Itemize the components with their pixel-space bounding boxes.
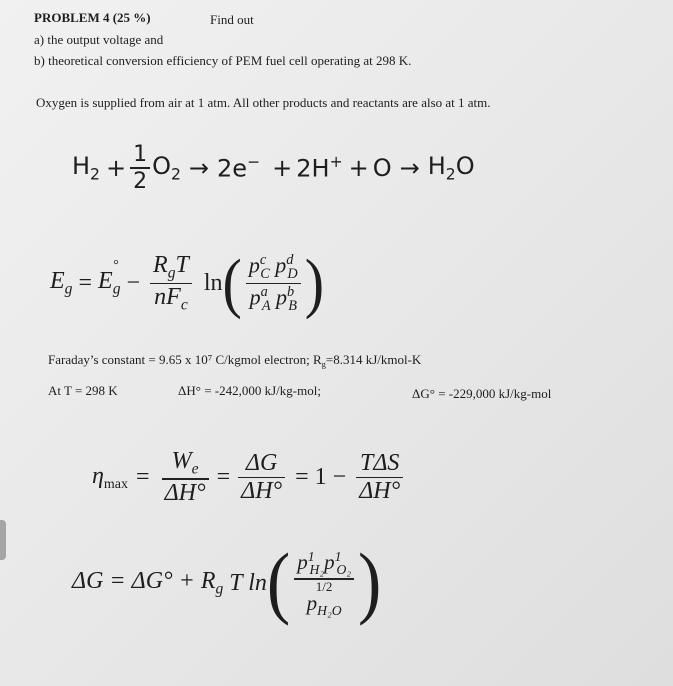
arrow-2: → — [399, 153, 420, 182]
tds-over-dh-fraction: $\frac{\text{TΔS}}{\Delta H^\circ}$ — [356, 450, 403, 506]
efficiency-equation — [92, 448, 407, 507]
rt-over-nf-fraction: $\frac{R_gT}{nF_c}$ — [150, 252, 192, 315]
minus-sign: − — [126, 269, 141, 296]
ln-operator: ln — [203, 269, 223, 296]
item-a: a) the output voltage and — [34, 32, 164, 47]
gibbs-value: ΔG° = -229,000 kJ/kg-mol — [412, 386, 552, 401]
right-paren: ) — [358, 538, 382, 627]
t-ln: T ln — [229, 569, 267, 596]
o2-term: $O_2$ — [152, 152, 181, 184]
water-term: $H_2O$ — [427, 152, 475, 184]
equals-sign: = — [136, 464, 150, 491]
eg-symbol: $E_g$ — [50, 268, 73, 298]
problem-title: PROBLEM 4 (25 %) — [34, 10, 151, 25]
plus-sign: + — [105, 153, 127, 182]
find-out-label: Find out — [210, 12, 254, 27]
one-minus: = 1 − — [295, 464, 347, 491]
plus-sign: + — [272, 153, 293, 182]
we-over-dh-fraction: $\frac{W_e}{\Delta H^\circ}$ — [162, 448, 209, 507]
gibbs-equation — [72, 538, 382, 627]
nernst-equation — [50, 245, 325, 321]
equals-sign: = — [78, 269, 93, 296]
e0-symbol: E ° $_g$ — [98, 258, 121, 298]
reaction-equation — [72, 142, 475, 194]
item-b: b) theoretical conversion efficiency of PEM fuel cell operating at 298 K. — [34, 53, 412, 68]
protons-term: 2H+ — [296, 153, 343, 183]
arrow-1: → — [188, 153, 209, 182]
left-paren: ( — [266, 538, 291, 627]
partial-pressure-fraction: $p^1_{H_2}p^1_{O_2}$ 1/2 $p_{H_2O}$ — [294, 549, 354, 617]
oxygen-note: Oxygen is supplied from air at 1 atm. All other products and reactants are also at 1 atm. — [36, 95, 491, 110]
h2-term: $H_2$ — [72, 152, 100, 184]
page-edge-shadow — [0, 520, 6, 560]
right-paren: ) — [304, 245, 325, 321]
enthalpy-value: ΔH° = -242,000 kJ/kg-mol; — [178, 383, 321, 398]
pressure-ratio-fraction: $\frac{p^c_C p^d_D}{p^a_A p^b_B}$ — [246, 252, 301, 315]
faraday-constant: Faraday’s constant = 9.65 x 10⁷ C/kgmol electron; $R_g=8.314$ kJ/kmol-K — [48, 352, 422, 369]
equals-sign: = — [216, 464, 231, 491]
at-temperature: At T = 298 K — [48, 383, 118, 398]
oxygen-atom: O — [372, 153, 392, 182]
left-paren: ( — [222, 245, 242, 321]
eta-symbol: $\eta_{max}$ — [92, 462, 129, 492]
plus-sign: + — [348, 153, 369, 182]
dg-over-dh-fraction: $\frac{\Delta G}{\Delta H^\circ}$ — [238, 450, 285, 506]
gibbs-lhs: $\Delta G = \Delta G^\circ + R_g$ — [72, 567, 224, 598]
electrons-term: 2e− — [217, 153, 261, 183]
one-half-fraction: $\frac{1}{2}$ — [130, 142, 150, 194]
